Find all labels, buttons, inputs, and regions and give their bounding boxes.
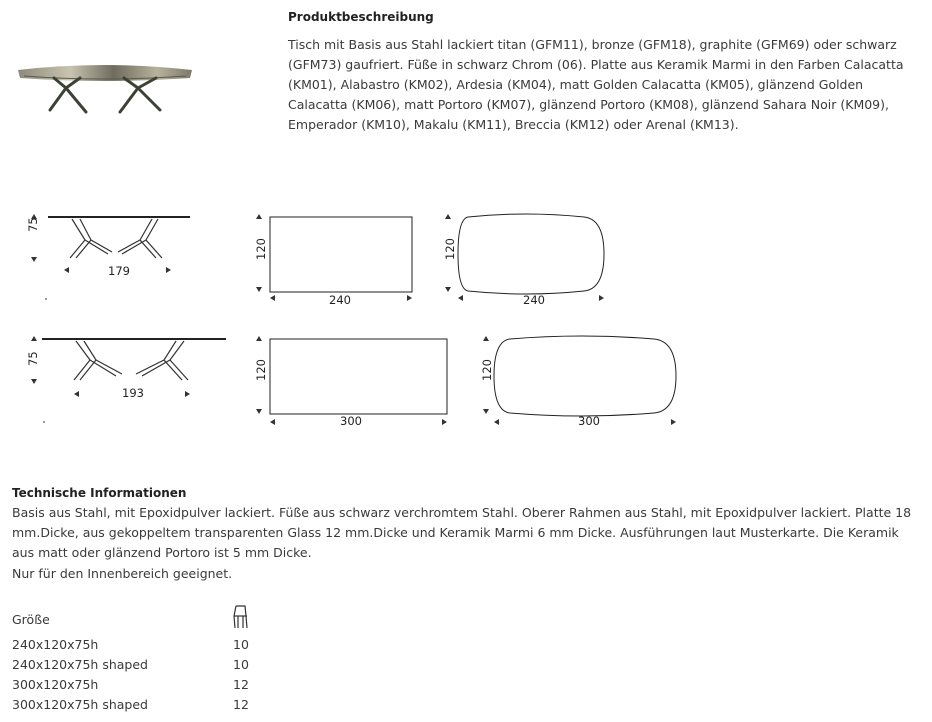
technical-note: Nur für den Innenbereich geeignet.	[12, 566, 233, 581]
side-view-240-height: 75	[26, 217, 40, 232]
top-view-rect-240-height: 120	[254, 238, 268, 260]
product-heading: Produktbeschreibung	[288, 10, 434, 24]
size-row-1-size: 240x120x75h	[12, 637, 99, 652]
sizes-heading: Größe	[12, 612, 50, 627]
size-row-4-size: 300x120x75h shaped	[12, 697, 148, 712]
technical-text: Basis aus Stahl, mit Epoxidpulver lackiert. Füße aus schwarz verchromtem Stahl. Oberer Rahmen aus Stahl, mit Epoxidpulver lackiert. Platte 18 mm.Dicke, aus gekoppeltem transparenten Glass 12 mm.Dicke und Keramik Marmi 6 mm Dicke. Ausführungen laut Musterkarte. Die Keramik aus matt oder glänzend Portoro ist 5 mm Dicke.	[12, 505, 912, 560]
side-view-240-base-width: 179	[108, 264, 130, 278]
size-row-2-seats: 10	[233, 657, 249, 672]
side-view-300-base-width: 193	[122, 386, 144, 400]
top-view-shaped-240-width: 240	[523, 293, 545, 307]
size-row-4-seats: 12	[233, 697, 249, 712]
product-description: Tisch mit Basis aus Stahl lackiert titan (GFM11), bronze (GFM18), graphite (GFM69) oder schwarz (GFM73) gaufriert. Füße in schwarz Chrom (06). Platte aus Keramik Marmi in den Farben Calacatta (KM01), Alabastro (KM02), Ardesia (KM04), matt Golden Calacatta (KM05), glänzend Golden Calacatta (KM06), matt Portoro (KM07), glänzend Portoro (KM08), glänzend Sahara Noir (KM09), Emperador (KM10), Makalu (KM11), Breccia (KM12) oder Arenal (KM13).	[288, 37, 904, 132]
size-row-2-size: 240x120x75h shaped	[12, 657, 148, 672]
top-view-shaped-240-height: 120	[443, 238, 457, 260]
product-image	[14, 52, 194, 122]
side-view-300-height: 75	[26, 351, 40, 366]
chair-icon	[228, 604, 250, 630]
top-view-rect-300-width: 300	[340, 414, 362, 428]
top-view-rect-240-width: 240	[329, 293, 351, 307]
size-row-3-size: 300x120x75h	[12, 677, 99, 692]
side-view-240	[30, 210, 200, 305]
side-view-300	[30, 332, 230, 427]
size-row-3-seats: 12	[233, 677, 249, 692]
top-view-shaped-300-height: 120	[480, 359, 494, 381]
top-view-rect-300-height: 120	[254, 359, 268, 381]
size-row-1-seats: 10	[233, 637, 249, 652]
top-view-shaped-300-width: 300	[578, 414, 600, 428]
technical-heading: Technische Informationen	[12, 486, 187, 500]
